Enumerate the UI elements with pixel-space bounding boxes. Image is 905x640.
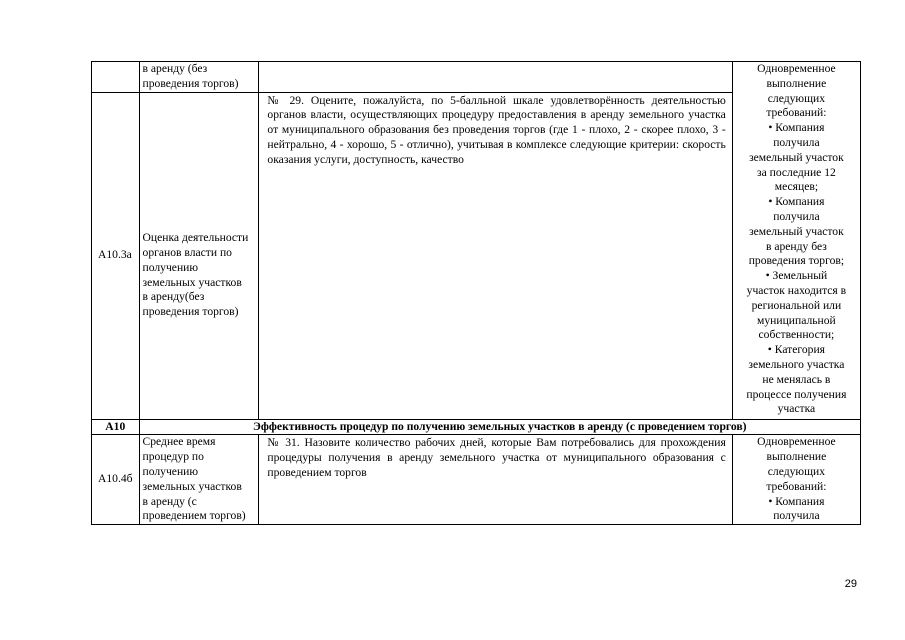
question-cell: № 31. Назовите количество рабочих дней, которые Вам потребовались для прохождения процедуры получения в аренду земельного участка от муниципального образования с проведением торгов <box>259 435 732 525</box>
requirements-cell: Одновременное выполнение следующих требований: • Компания получила <box>732 435 860 525</box>
section-header-row <box>92 419 861 435</box>
section-code-cell: А10 <box>92 419 140 435</box>
code-cell: А10.3а <box>92 92 140 419</box>
question-cell: № 29. Оцените, пожалуйста, по 5-балльной шкале удовлетворённость деятельностью органов власти, осуществляющих процедуру предоставления в аренду земельного участка от муниципального образования без проведения торгов (где 1 - плохо, 2 - скорее плохо, 3 - нейтрально, 4 - хорошо, 5 - отлично), учитывая в комплексе следующие критерии: скорость оказания услуги, доступность, качество <box>259 92 732 419</box>
indicator-name-cell: в аренду (без проведения торгов) <box>139 62 259 93</box>
requirements-cell: Одновременное выполнение следующих требований: • Компания получила земельный участок за последние 12 месяцев; • Компания получила земельный участок в аренду без проведения торгов; • Земельный участок находится в региональной или муниципальной собственности; • Категория земельного участка не менялась в процессе получения участка <box>732 62 860 420</box>
indicator-name-cell: Среднее время процедур по получению земельных участков в аренду (с проведением торгов) <box>139 435 259 525</box>
code-cell <box>92 62 140 93</box>
table-row-continued <box>92 62 861 93</box>
table-row-a10-4b <box>92 435 861 525</box>
page-number: 29 <box>844 578 857 590</box>
indicator-name-cell: Оценка деятельности органов власти по получению земельных участков в аренду(без проведения торгов) <box>139 92 259 419</box>
code-cell: А10.4б <box>92 435 140 525</box>
requirements-table <box>91 61 861 525</box>
question-cell <box>259 62 732 93</box>
section-title-cell: Эффективность процедур по получению земельных участков в аренду (с проведением торгов) <box>139 419 860 435</box>
